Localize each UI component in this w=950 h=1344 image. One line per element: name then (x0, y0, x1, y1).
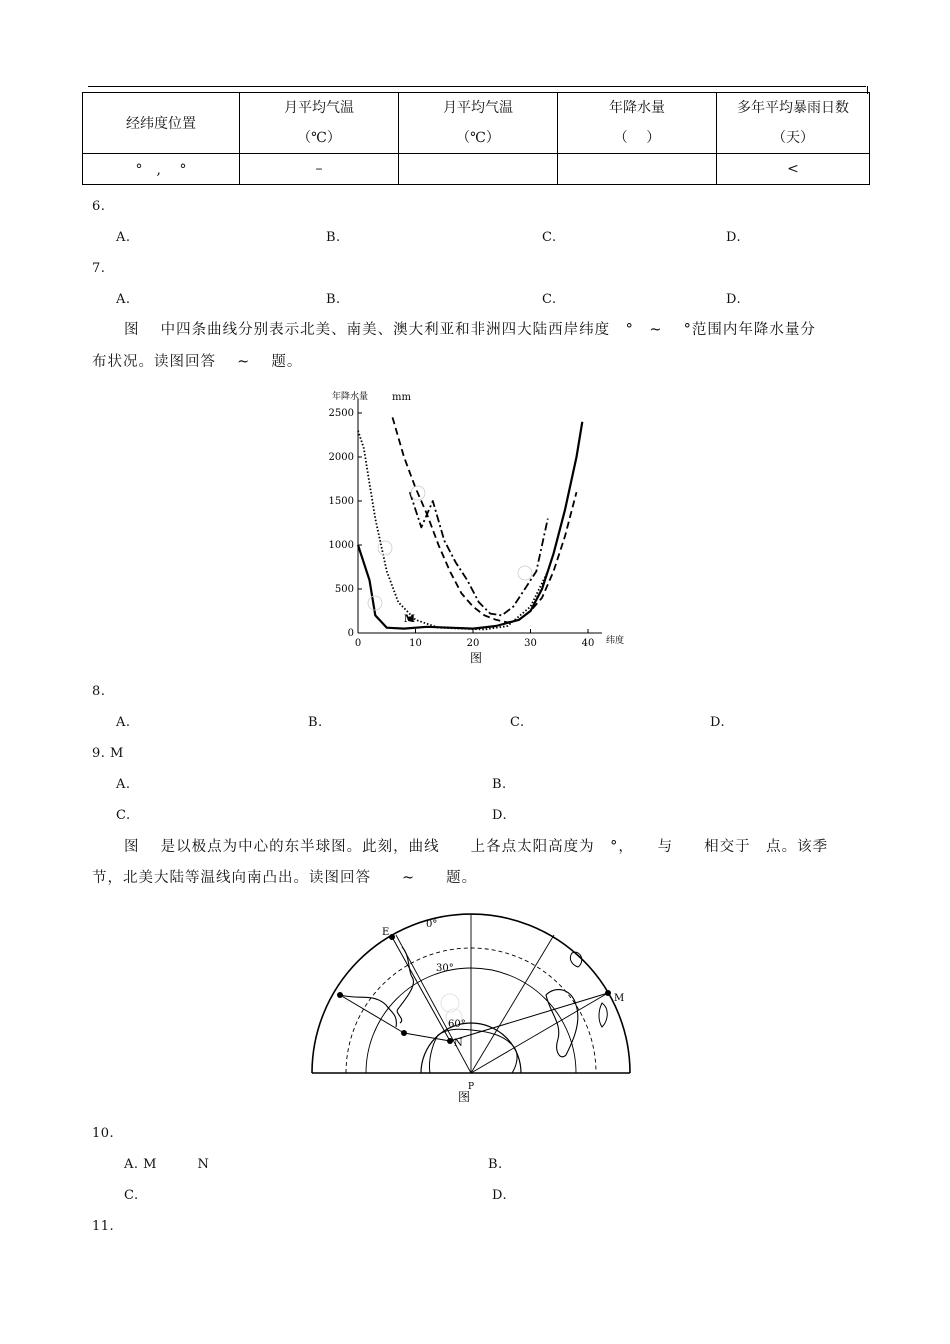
label-n: N (454, 1038, 463, 1049)
y-tick-label: 500 (334, 584, 354, 595)
y-tick-label: 2000 (328, 452, 354, 463)
question-8-stem: 8. (92, 684, 300, 699)
header-cell-temp-2: 月平均气温 （℃） (399, 93, 558, 154)
question-8-option-a[interactable]: A. (116, 715, 172, 730)
question-10-stem: 10. (92, 1126, 200, 1141)
point-marker (401, 1030, 407, 1036)
x-tick-label: 30 (524, 638, 537, 649)
question-6-option-c[interactable]: C. (542, 230, 589, 245)
passage-2-line-2: 节，北美大陆等温线向南凸出。读图回答 ~ 题。 (92, 870, 478, 886)
label-60-degree: 60° (448, 1019, 466, 1030)
series-line-dashed (393, 417, 577, 622)
question-6-option-a[interactable]: A. (116, 230, 190, 245)
island-outline (599, 1003, 607, 1027)
question-10-option-d[interactable]: D. (492, 1188, 674, 1203)
question-9-option-b[interactable]: B. (492, 777, 674, 792)
x-tick-label: 20 (466, 638, 480, 649)
x-tick-label: 40 (581, 638, 595, 649)
question-10-option-b[interactable]: B. (488, 1157, 616, 1172)
question-7-option-d[interactable]: D. (726, 292, 800, 307)
figure-1-caption: 图 (470, 651, 483, 665)
question-9-option-d[interactable]: D. (492, 808, 782, 823)
chart-ylabel-a: 年降水量 (332, 392, 369, 402)
header-cell-temp-1: 月平均气温 （℃） (240, 93, 399, 154)
chart-ylabel-b: mm (392, 392, 411, 403)
passage-1-line-1: 图 中四条曲线分别表示北美、南美、澳大利亚和非洲四大陆西岸纬度 ° ~ °范围内年降水量分 (124, 322, 816, 338)
header-rule (88, 86, 866, 87)
curve-segment (404, 1033, 450, 1041)
table-cell (558, 154, 717, 185)
data-table (82, 92, 870, 185)
label-30-degree: 30° (436, 963, 454, 974)
table-cell: < (717, 154, 870, 185)
precipitation-chart (320, 385, 630, 670)
question-11-stem: 11. (92, 1219, 173, 1234)
y-tick-label: 1500 (328, 496, 354, 507)
chart-xunit: 纬度 (606, 636, 625, 646)
question-8-option-d[interactable]: D. (710, 715, 771, 730)
curve-label-circle (518, 566, 532, 580)
header-cell-precip: 年降水量 （ ） (558, 93, 717, 154)
point-m-label: M (404, 614, 416, 625)
curve-segment (392, 937, 450, 1041)
question-7-option-a[interactable]: A. (116, 292, 163, 307)
question-10-option-a[interactable]: A. M N (124, 1157, 277, 1172)
question-6-option-b[interactable]: B. (326, 230, 400, 245)
question-7-option-c[interactable]: C. (542, 292, 602, 307)
y-tick-label: 0 (347, 628, 354, 639)
x-tick-label: 0 (354, 638, 362, 649)
figure-2-caption: 图 (458, 1090, 471, 1104)
label-m: M (614, 993, 625, 1004)
question-8-option-b[interactable]: B. (308, 715, 368, 730)
passage-2-line-1: 图 是以极点为中心的东半球图。此刻，曲线 上各点太阳高度为 °， 与 相交于 点。该季 (124, 839, 829, 855)
series-line-dotted (358, 431, 548, 630)
label-p: P (468, 1082, 475, 1092)
label-0-degree: 0° (426, 919, 438, 930)
hemisphere-map (310, 905, 635, 1110)
header-cell-storm-days: 多年平均暴雨日数 （天） (717, 93, 870, 154)
question-9-stem: 9. M (92, 746, 354, 761)
series-line-solid (358, 422, 582, 629)
curve-label-circle (378, 541, 392, 555)
table-cell: – (240, 154, 399, 185)
table-cell: ° , ° (83, 154, 240, 185)
table-row (83, 154, 870, 185)
point-n-marker (447, 1038, 453, 1044)
point-marker (337, 992, 343, 998)
header-cell-position: 经纬度位置 (83, 93, 240, 154)
question-7-stem: 7. (92, 261, 286, 276)
table-cell (399, 154, 558, 185)
y-tick-label: 2500 (328, 408, 354, 419)
question-7-option-b[interactable]: B. (326, 292, 373, 307)
point-e-marker (389, 934, 395, 940)
question-6-option-d[interactable]: D. (726, 230, 773, 245)
curve-segment (450, 993, 608, 1041)
meridian-line (471, 935, 554, 1073)
question-10-option-c[interactable]: C. (124, 1188, 306, 1203)
question-8-option-c[interactable]: C. (510, 715, 570, 730)
point-m-marker (605, 990, 611, 996)
x-tick-label: 10 (409, 638, 422, 649)
passage-1-line-2: 布状况。读图回答 ~ 题。 (92, 354, 303, 370)
question-9-option-a[interactable]: A. (116, 777, 244, 792)
y-tick-label: 1000 (328, 540, 354, 551)
question-9-option-c[interactable]: C. (116, 808, 365, 823)
series-line-dashdot (410, 492, 548, 615)
table-header-row (83, 93, 870, 154)
question-6-stem: 6. (92, 199, 300, 214)
label-e: E (382, 927, 390, 938)
coastline (397, 947, 413, 1023)
